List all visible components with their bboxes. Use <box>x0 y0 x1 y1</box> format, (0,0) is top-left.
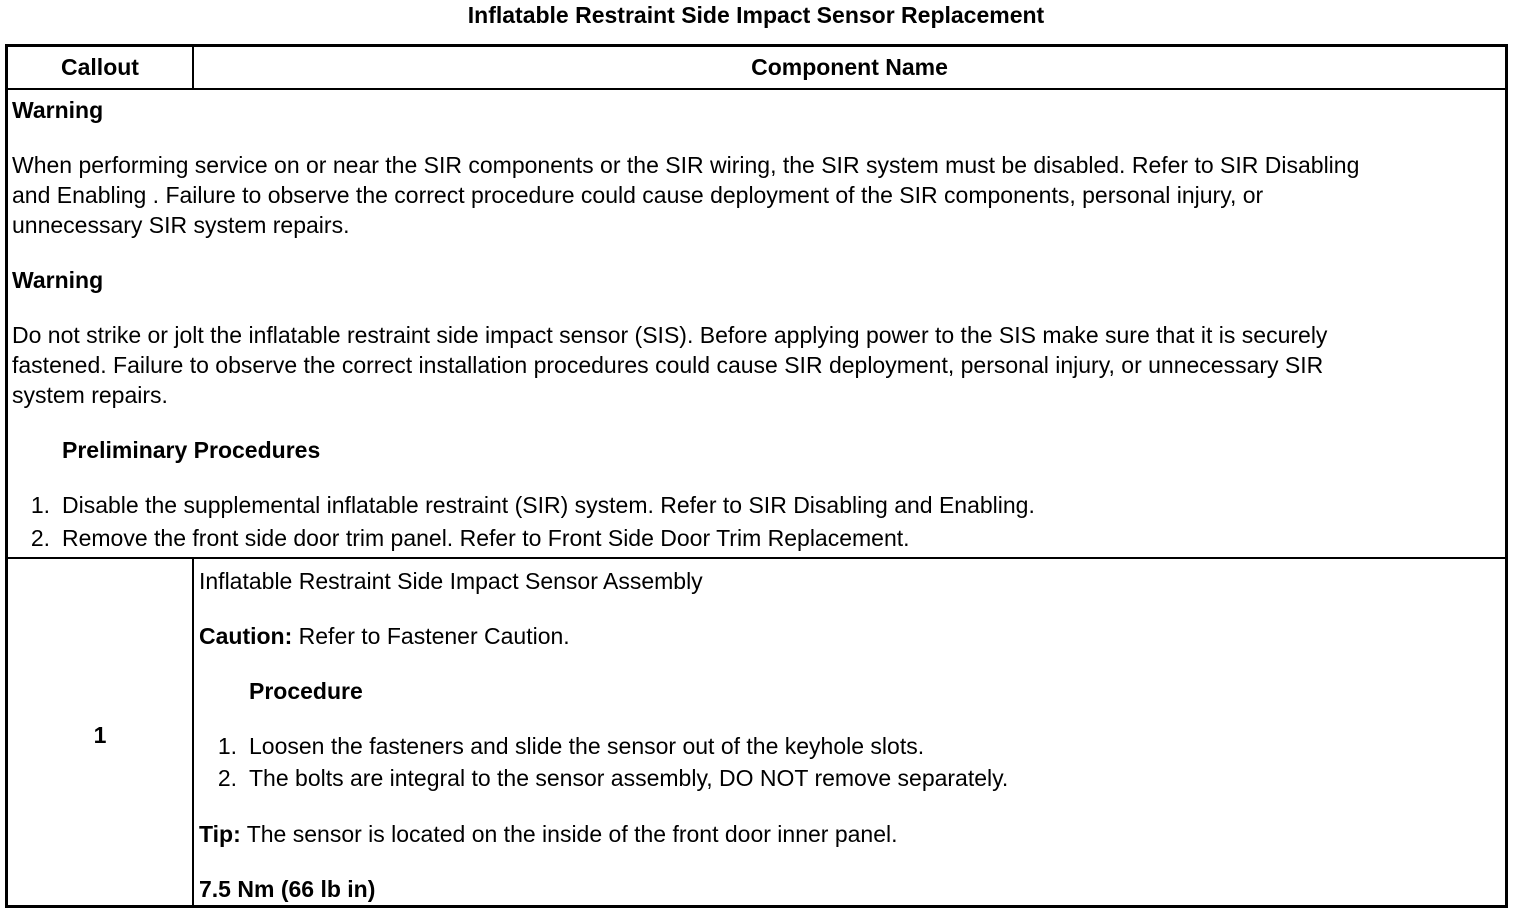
warning-text-line: When performing service on or near the SIR components or the SIR wiring, the SIR system must be disabled. Refer to SIR Disabling <box>12 152 1360 178</box>
warning-text-line: Do not strike or jolt the inflatable restraint side impact sensor (SIS). Before applying power to the SIS make sure that it is securely <box>12 322 1328 348</box>
warning-heading: Warning <box>12 97 104 123</box>
tip-text: The sensor is located on the inside of the front door inner panel. <box>240 821 898 847</box>
header-divider <box>8 88 1505 90</box>
warning-text-line: system repairs. <box>12 382 168 408</box>
torque-spec: 7.5 Nm (66 lb in) <box>199 876 376 902</box>
warning-text-line: unnecessary SIR system repairs. <box>12 212 350 238</box>
caution-text: Refer to Fastener Caution. <box>292 623 570 649</box>
procedure-table <box>5 44 1508 908</box>
tip-line <box>199 819 898 849</box>
header-callout: Callout <box>61 54 139 80</box>
header-component-name: Component Name <box>751 54 948 80</box>
callout-number: 1 <box>93 722 107 748</box>
step-number: 1. <box>217 733 237 759</box>
row-column-divider <box>192 557 194 905</box>
procedure-heading: Procedure <box>249 678 363 704</box>
caution-label: Caution: <box>199 623 293 649</box>
component-name: Inflatable Restraint Side Impact Sensor Assembly <box>199 568 703 594</box>
warning-text-line: and Enabling . Failure to observe the correct procedure could cause deployment of the SIR components, personal injury, or <box>12 182 1264 208</box>
tip-label: Tip: <box>199 821 241 847</box>
caution-line <box>199 621 570 651</box>
preliminary-step: Remove the front side door trim panel. Refer to Front Side Door Trim Replacement. <box>62 525 910 551</box>
step-number: 2. <box>217 765 237 791</box>
document-title: Inflatable Restraint Side Impact Sensor Replacement <box>467 2 1045 28</box>
procedure-step: Loosen the fasteners and slide the sensor out of the keyhole slots. <box>249 733 925 759</box>
preliminary-procedures-heading: Preliminary Procedures <box>62 437 321 463</box>
step-number: 1. <box>30 492 50 518</box>
preliminary-step: Disable the supplemental inflatable restraint (SIR) system. Refer to SIR Disabling and Enabling. <box>62 492 1035 518</box>
step-number: 2. <box>30 525 50 551</box>
procedure-step: The bolts are integral to the sensor assembly, DO NOT remove separately. <box>249 765 1009 791</box>
warning-text-line: fastened. Failure to observe the correct installation procedures could cause SIR deployment, personal injury, or unnecessary SIR <box>12 352 1324 378</box>
warning-heading: Warning <box>12 267 104 293</box>
intro-divider <box>8 557 1505 559</box>
